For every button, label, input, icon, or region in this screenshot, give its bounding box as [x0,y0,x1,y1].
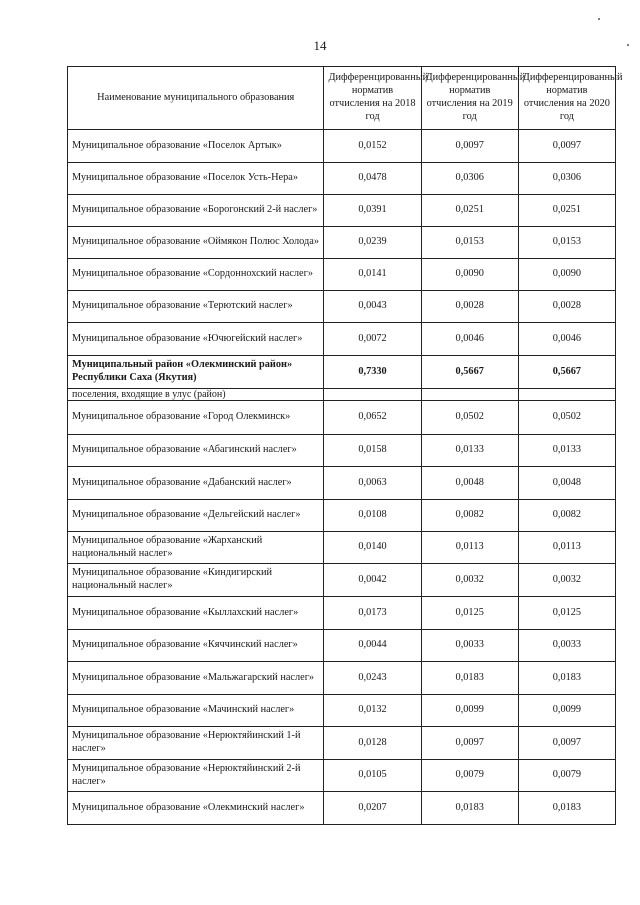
row-value-2020: 0,0153 [518,227,615,259]
table-row [68,532,616,564]
row-value-2018: 0,0140 [324,532,421,564]
row-value-2018: 0,0152 [324,130,421,163]
row-value-2019: 0,0046 [421,323,518,356]
row-value-2020: 0,0079 [518,760,615,792]
row-value-2018: 0,0243 [324,662,421,695]
row-value-2018: 0,0128 [324,727,421,760]
row-value-2019: 0,0113 [421,532,518,564]
row-value-2018: 0,0044 [324,630,421,662]
row-value-2020: 0,0097 [518,727,615,760]
page-number: 14 [313,38,327,53]
row-value-2018: 0,0108 [324,500,421,532]
table-row [68,792,616,825]
row-value-2020: 0,0046 [518,323,615,356]
table-row [68,662,616,695]
table-row [68,695,616,727]
row-value-2019: 0,0502 [421,401,518,435]
row-value-2018: 0,0141 [324,259,421,291]
row-value-2019: 0,0251 [421,195,518,227]
row-value-2018: 0,0132 [324,695,421,727]
row-value-2018: 0,0158 [324,435,421,467]
header-2019: Дифференцированный норматив отчисления на 2019 год [421,67,518,130]
header-2018: Дифференцированный норматив отчисления на 2018 год [324,67,421,130]
row-value-2019: 0,0082 [421,500,518,532]
row-value-2020: 0,0133 [518,435,615,467]
row-value-2020: 0,0097 [518,130,615,163]
table-row [68,163,616,195]
scan-speck [627,44,629,46]
row-value-2019: 0,0099 [421,695,518,727]
row-value-2018: 0,0173 [324,597,421,630]
row-name-cell: Муниципальное образование «Дельгейский наслег» [68,500,324,532]
row-name-cell: Муниципальное образование «Терютский наслег» [68,291,324,323]
row-value-2020: 0,0251 [518,195,615,227]
row-value-2018: 0,0207 [324,792,421,825]
row-value-2019: 0,0097 [421,727,518,760]
row-value-2020: 0,0306 [518,163,615,195]
row-name-cell: Муниципальное образование «Нерюктяйинский 1-й наслег» [68,727,324,760]
row-name-cell: Муниципальное образование «Поселок Усть-Нера» [68,163,324,195]
row-value-2019: 0,0048 [421,467,518,500]
row-name-cell: Муниципальное образование «Мальжагарский наслег» [68,662,324,695]
row-value-2019: 0,5667 [421,356,518,389]
table-row [68,435,616,467]
row-value-2018: 0,0063 [324,467,421,500]
table-row [68,356,616,389]
row-value-2019: 0,0183 [421,662,518,695]
row-value-2019: 0,0183 [421,792,518,825]
row-value-2020: 0,0183 [518,792,615,825]
row-name-cell: Муниципальное образование «Сордоннохский наслег» [68,259,324,291]
table-row [68,597,616,630]
row-name-cell: Муниципальное образование «Мачинский наслег» [68,695,324,727]
row-name-cell: Муниципальное образование «Кыллахский наслег» [68,597,324,630]
row-name-cell: Муниципальное образование «Борогонский 2-й наслег» [68,195,324,227]
row-value-2019: 0,0306 [421,163,518,195]
row-value-2020: 0,0048 [518,467,615,500]
row-value-2018: 0,0239 [324,227,421,259]
row-value-2018: 0,7330 [324,356,421,389]
row-value-2020: 0,0090 [518,259,615,291]
row-value-2019 [421,389,518,401]
norms-table [67,66,623,825]
row-value-2019: 0,0090 [421,259,518,291]
row-name-cell: Муниципальное образование «Оймякон Полюс Холода» [68,227,324,259]
table-row [68,401,616,435]
row-value-2019: 0,0033 [421,630,518,662]
row-name-cell: Муниципальное образование «Поселок Артык» [68,130,324,163]
row-value-2018: 0,0478 [324,163,421,195]
row-value-2018 [324,389,421,401]
header-2020: Дифференцированный норматив отчисления на 2020 год [518,67,615,130]
row-value-2020: 0,0099 [518,695,615,727]
row-name-cell: поселения, входящие в улус (район) [68,389,324,401]
row-value-2020 [518,389,615,401]
table-row [68,564,616,597]
row-value-2018: 0,0391 [324,195,421,227]
row-value-2019: 0,0028 [421,291,518,323]
row-value-2018: 0,0072 [324,323,421,356]
row-name-cell: Муниципальное образование «Киндигирский национальный наслег» [68,564,324,597]
table-row [68,323,616,356]
row-value-2020: 0,0125 [518,597,615,630]
header-name: Наименование муниципального образования [68,67,324,130]
row-name-cell: Муниципальное образование «Ючюгейский наслег» [68,323,324,356]
row-value-2019: 0,0153 [421,227,518,259]
row-value-2018: 0,0652 [324,401,421,435]
row-value-2020: 0,0033 [518,630,615,662]
table-row [68,500,616,532]
row-name-cell: Муниципальный район «Олекминский район» Республики Саха (Якутия) [68,356,324,389]
row-value-2019: 0,0079 [421,760,518,792]
row-name-cell: Муниципальное образование «Кяччинский наслег» [68,630,324,662]
row-name-cell: Муниципальное образование «Дабанский наслег» [68,467,324,500]
row-value-2019: 0,0032 [421,564,518,597]
row-value-2018: 0,0105 [324,760,421,792]
row-value-2019: 0,0133 [421,435,518,467]
row-value-2019: 0,0097 [421,130,518,163]
table-row [68,467,616,500]
table-row [68,195,616,227]
row-value-2020: 0,0032 [518,564,615,597]
row-value-2018: 0,0043 [324,291,421,323]
row-value-2020: 0,0113 [518,532,615,564]
scan-speck [598,18,600,20]
row-value-2018: 0,0042 [324,564,421,597]
row-name-cell: Муниципальное образование «Абагинский наслег» [68,435,324,467]
row-value-2020: 0,0183 [518,662,615,695]
table-body [68,130,616,825]
row-name-cell: Муниципальное образование «Олекминский наслег» [68,792,324,825]
row-name-cell: Муниципальное образование «Жарханский национальный наслег» [68,532,324,564]
table-header-row [68,67,616,130]
row-value-2020: 0,0082 [518,500,615,532]
table-row [68,760,616,792]
table-row [68,227,616,259]
row-name-cell: Муниципальное образование «Город Олекминск» [68,401,324,435]
row-value-2020: 0,0502 [518,401,615,435]
row-name-cell: Муниципальное образование «Нерюктяйинский 2-й наслег» [68,760,324,792]
table-row [68,727,616,760]
table-row [68,291,616,323]
table-row [68,389,616,401]
row-value-2019: 0,0125 [421,597,518,630]
row-value-2020: 0,0028 [518,291,615,323]
table-row [68,259,616,291]
table-row [68,630,616,662]
table-row [68,130,616,163]
row-value-2020: 0,5667 [518,356,615,389]
